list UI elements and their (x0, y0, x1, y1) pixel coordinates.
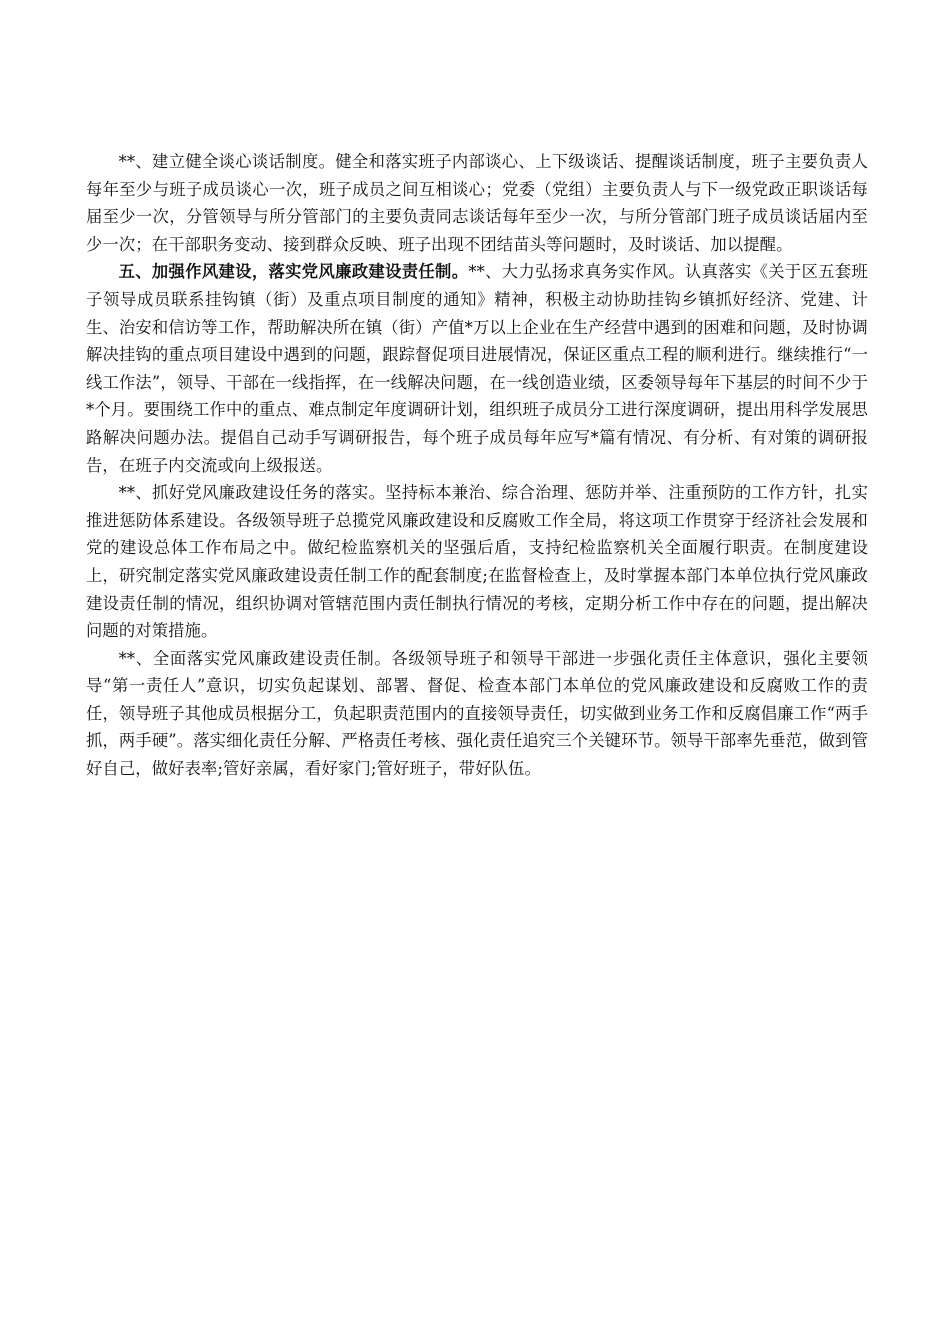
document-body (86, 148, 868, 783)
paragraph-text: **、抓好党风廉政建设任务的落实。坚持标本兼治、综合治理、惩防并举、注重预防的工作方针，扎实推进惩防体系建设。各级领导班子总揽党风廉政建设和反腐败工作全局，将这项工作贯穿于经济社会发展和党的建设总体工作布局之中。做纪检监察机关的坚强后盾，支持纪检监察机关全面履行职责。在制度建设上，研究制定落实党风廉政建设责任制工作的配套制度;在监督检查上，及时掌握本部门本单位执行党风廉政建设责任制的情况，组织协调对管辖范围内责任制执行情况的考核，定期分析工作中存在的问题，提出解决问题的对策措施。 (86, 483, 868, 641)
paragraph-text: **、大力弘扬求真务实作风。认真落实《关于区五套班子领导成员联系挂钩镇（街）及重点项目制度的通知》精神，积极主动协助挂钩乡镇抓好经济、党建、计生、治安和信访等工作，帮助解决所在镇（街）产值*万以上企业在生产经营中遇到的困难和问题，及时协调解决挂钩的重点项目建设中遇到的问题，跟踪督促项目进展情况，保证区重点工程的顺利进行。继续推行“一线工作法”，领导、干部在一线指挥，在一线解决问题，在一线创造业绩，区委领导每年下基层的时间不少于*个月。要围绕工作中的重点、难点制定年度调研计划，组织班子成员分工进行深度调研，提出用科学发展思路解决问题办法。提倡自己动手写调研报告，每个班子成员每年应写*篇有情况、有分析、有对策的调研报告，在班子内交流或向上级报送。 (86, 262, 868, 475)
paragraph-responsibility-system (86, 645, 868, 783)
paragraph-work-style (86, 258, 868, 479)
paragraph-text: **、建立健全谈心谈话制度。健全和落实班子内部谈心、上下级谈话、提醒谈话制度，班子主要负责人每年至少与班子成员谈心一次，班子成员之间互相谈心；党委（党组）主要负责人与下一级党政正职谈话每届至少一次，分管领导与所分管部门的主要负责同志谈话每年至少一次，与所分管部门班子成员谈话届内至少一次；在干部职务变动、接到群众反映、班子出现不团结苗头等问题时，及时谈话、加以提醒。 (86, 152, 868, 254)
paragraph-anti-corruption-tasks (86, 479, 868, 645)
paragraph-text: **、全面落实党风廉政建设责任制。各级领导班子和领导干部进一步强化责任主体意识，强化主要领导“第一责任人”意识，切实负起谋划、部署、督促、检查本部门本单位的党风廉政建设和反腐败工作的责任，领导班子其他成员根据分工，负起职责范围内的直接领导责任，切实做到业务工作和反腐倡廉工作“两手抓，两手硬”。落实细化责任分解、严格责任考核、强化责任追究三个关键环节。领导干部率先垂范，做到管好自己，做好表率;管好亲属，看好家门;管好班子，带好队伍。 (86, 648, 868, 779)
paragraph-talk-system (86, 148, 868, 258)
section-heading: 五、加强作风建设，落实党风廉政建设责任制。 (118, 262, 469, 282)
